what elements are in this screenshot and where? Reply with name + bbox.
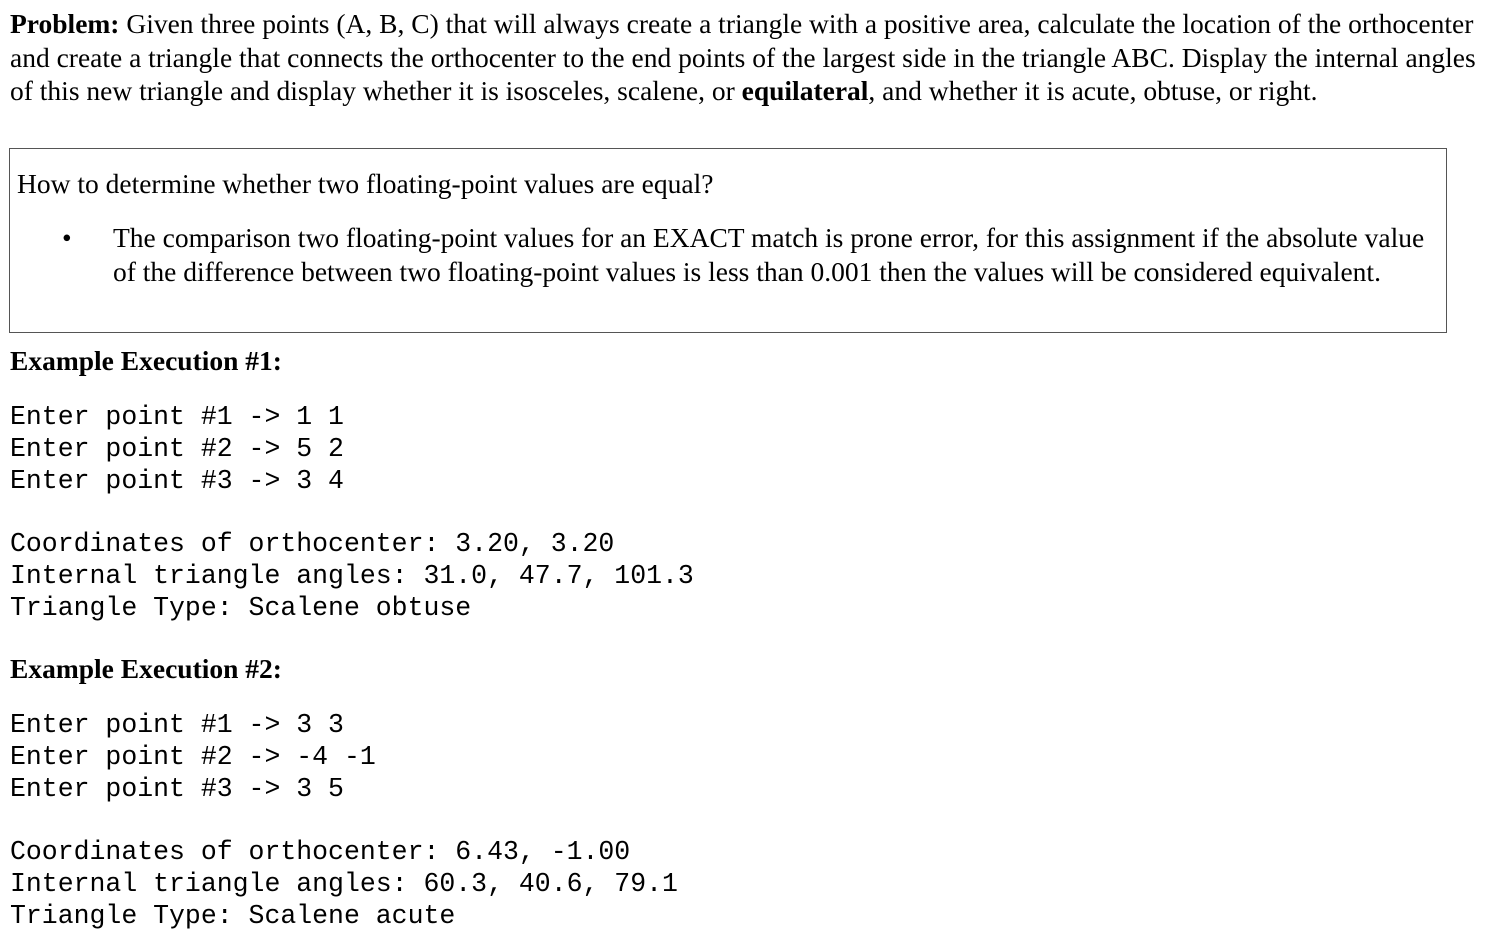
example-1-output-line: Internal triangle angles: 31.0, 47.7, 101.3: [10, 560, 694, 591]
example-2-outputs: [10, 837, 678, 932]
example-2-input-line: Enter point #1 -> 3 3: [10, 710, 344, 740]
example-2-output-line: Internal triangle angles: 60.3, 40.6, 79.1: [10, 868, 678, 899]
example-2-input-line: Enter point #2 -> -4 -1: [10, 741, 376, 772]
example-1-output-line: Coordinates of orthocenter: 3.20, 3.20: [10, 529, 615, 559]
example-1-output-line: Triangle Type: Scalene obtuse: [10, 592, 472, 623]
problem-text-part-2: , and whether it is acute, obtuse, or right.: [868, 75, 1318, 106]
problem-text-part-1: Given three points (A, B, C) that will always create a triangle with a positive area, calculate the location of the orthocenter and create a triangle that connects the orthocenter to the end points of the largest side in the triangle ABC. Display the internal angles of this new triangle and display whether it is isosceles, scalene, or: [10, 8, 1476, 106]
note-bullet-text: The comparison two floating-point values for an EXACT match is prone error, for this assignment if the absolute value of the difference between two floating-point values is less than 0.001 then the values will be considered equivalent.: [113, 222, 1425, 287]
note-box: [9, 148, 1447, 333]
example-2-input-line: Enter point #3 -> 3 5: [10, 773, 344, 804]
example-1-heading: Example Execution #1:: [10, 345, 282, 376]
example-1-input-line: Enter point #2 -> 5 2: [10, 433, 344, 464]
example-1-input-line: Enter point #1 -> 1 1: [10, 402, 344, 432]
example-2-inputs: [10, 710, 376, 805]
example-2-output-line: Coordinates of orthocenter: 6.43, -1.00: [10, 837, 631, 867]
bullet-dot-icon: •: [62, 222, 72, 253]
example-2-heading: Example Execution #2:: [10, 653, 282, 684]
problem-statement: [10, 7, 1485, 108]
problem-bold-word: equilateral: [741, 75, 869, 106]
example-2-output-line: Triangle Type: Scalene acute: [10, 900, 456, 931]
example-1-outputs: [10, 529, 694, 624]
problem-label: Problem:: [10, 8, 120, 39]
example-1-input-line: Enter point #3 -> 3 4: [10, 465, 344, 496]
note-question: How to determine whether two floating-point values are equal?: [17, 168, 714, 199]
example-1-inputs: [10, 402, 344, 497]
